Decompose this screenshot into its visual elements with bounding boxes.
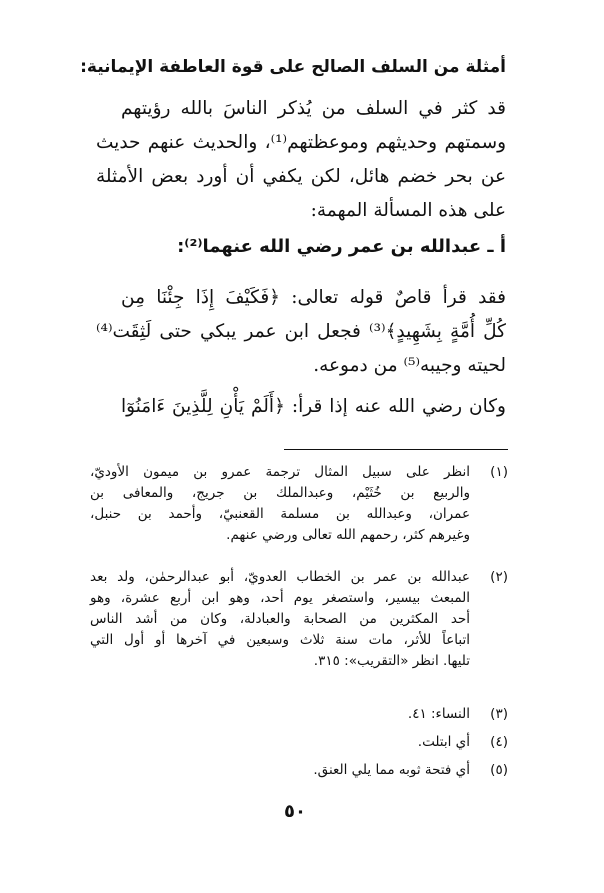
section-heading: أمثلة من السلف الصالح على قوة العاطفة الإيمانية: xyxy=(80,57,506,77)
subsection-heading: أ ـ عبدالله بن عمر رضي الله عنهما⁽²⁾: xyxy=(177,236,506,257)
footnote-line: المبعث بيسير، واستصغر يوم أحد، وهو ابن أربع عشرة، وهو xyxy=(90,590,470,606)
footnote-text xyxy=(90,732,470,753)
footnote-text xyxy=(90,704,470,725)
footnote-line: انظر على سبيل المثال ترجمة عمرو بن ميمون الأوديّ، xyxy=(90,464,470,480)
paragraph-line: فقد قرأ قاصٌ قوله تعالى: ﴿فَكَيْفَ إِذَا جِئْنَا مِن xyxy=(121,287,506,308)
paragraph-line: لحيته وجيبه⁽⁵⁾ من دموعه. xyxy=(313,355,506,376)
page-number: ٥٠ xyxy=(284,801,306,822)
footnote-number: (٣) xyxy=(490,706,508,722)
footnote-line: والربيع بن خُثَيْم، وعبدالملك بن جريج، والمعافى بن xyxy=(90,485,470,501)
footnote-text xyxy=(90,760,470,781)
footnote-number: (٤) xyxy=(490,734,508,750)
footnote-divider xyxy=(284,449,508,450)
footnote-text xyxy=(90,462,470,546)
footnote-line: أي فتحة ثوبه مما يلي العنق. xyxy=(313,762,470,778)
footnote-line: أحد المكثرين من الصحابة والعبادلة، وكان من أشد الناس xyxy=(90,611,470,627)
footnote-line: عبدالله بن عمر بن الخطاب العدويّ، أبو عبدالرحمٰن، ولد بعد xyxy=(90,569,470,585)
footnote-line: وغيرهم كثر، رحمهم الله تعالى ورضي عنهم. xyxy=(226,527,470,543)
paragraph-line: كُلِّ أُمَّةٍ بِشَهِيدٍ﴾⁽³⁾ فجعل ابن عمر يبكي حتى لَثِقَت⁽⁴⁾ xyxy=(96,321,506,342)
footnote-number: (١) xyxy=(490,464,508,480)
footnote-line: أي ابتلت. xyxy=(417,734,470,750)
footnote-number: (٢) xyxy=(490,569,508,585)
footnote-number: (٥) xyxy=(490,762,508,778)
paragraph-line: على هذه المسألة المهمة: xyxy=(310,200,506,221)
footnote-line: عمران، وعبدالله بن مسلمة القعنبيّ، وأحمد بن حنبل، xyxy=(90,506,470,522)
footnote-line: اتباعاً للأثر، مات سنة ثلاث وسبعين في آخرها أو أول التي xyxy=(90,632,470,648)
footnote-line: تليها. انظر «التقريب»: ٣١٥. xyxy=(313,653,470,669)
paragraph-line: وكان رضي الله عنه إذا قرأ: ﴿أَلَمْ يَأْنِ لِلَّذِينَ ءَامَنُوٓا xyxy=(121,396,506,417)
paragraph-line: قد كثر في السلف من يُذكر الناسَ بالله رؤيتهم xyxy=(121,98,506,119)
paragraph-line: وسمتهم وحديثهم وموعظتهم⁽¹⁾، والحديث عنهم حديث xyxy=(96,132,506,153)
paragraph-line: عن بحر خضم هائل، لكن يكفي أن أورد بعض الأمثلة xyxy=(96,166,506,187)
footnote-line: النساء: ٤١. xyxy=(407,706,470,722)
footnote-text xyxy=(90,567,470,672)
